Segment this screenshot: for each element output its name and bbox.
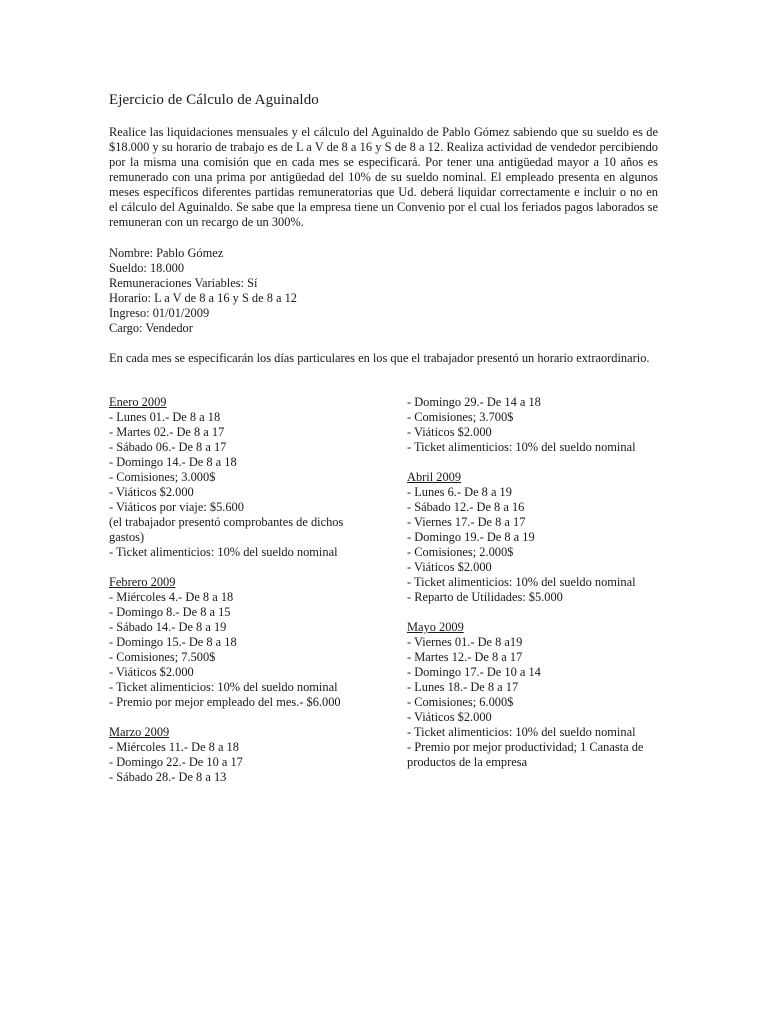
list-item: - Martes 12.- De 8 a 17 (407, 650, 523, 664)
month-title-abril: Abril 2009 (407, 470, 462, 484)
info-cargo: Cargo: Vendedor (109, 321, 193, 335)
document-title: Ejercicio de Cálculo de Aguinaldo (109, 92, 319, 108)
list-item: - Ticket alimenticios: 10% del sueldo nominal (407, 575, 636, 589)
month-marzo (109, 725, 371, 785)
list-item: - Comisiones; 6.000$ (407, 695, 514, 709)
list-item: - Ticket alimenticios: 10% del sueldo nominal (109, 680, 338, 694)
list-item: - Viáticos $2.000 (109, 665, 194, 679)
info-remuneraciones: Remuneraciones Variables: Sí (109, 276, 258, 290)
list-item: - Miércoles 11.- De 8 a 18 (109, 740, 239, 754)
list-item: (el trabajador presentó comprobantes de dichos gastos) (109, 515, 344, 544)
left-column (109, 395, 371, 800)
info-sueldo: Sueldo: 18.000 (109, 261, 185, 275)
month-abril (407, 470, 663, 605)
list-item: - Domingo 19.- De 8 a 19 (407, 530, 535, 544)
info-ingreso: Ingreso: 01/01/2009 (109, 306, 210, 320)
list-item: - Lunes 6.- De 8 a 19 (407, 485, 512, 499)
month-title-enero: Enero 2009 (109, 395, 167, 409)
month-febrero (109, 575, 371, 710)
list-item: - Domingo 17.- De 10 a 14 (407, 665, 541, 679)
note-paragraph: En cada mes se especificarán los días particulares en los que el trabajador presentó un horario extraordinario. (109, 351, 650, 365)
list-item: - Domingo 29.- De 14 a 18 (407, 395, 541, 409)
list-item: - Sábado 12.- De 8 a 16 (407, 500, 525, 514)
intro-paragraph: Realice las liquidaciones mensuales y el cálculo del Aguinaldo de Pablo Gómez sabiendo que su sueldo es de $18.000 y su horario de trabajo es de L a V de 8 a 16 y S de 8 a 12. Realiza actividad de vendedor percibiendo por la misma una comisión que en cada mes se especificará. Por tener una antigüedad mayor a 10 años es remunerado con una prima por antigüedad del 10% de su sueldo nominal. El empleado presenta en algunos meses específicos diferentes partidas remuneratorias que Ud. deberá liquidar correctamente e incluir o no en el cálculo del Aguinaldo. Se sabe que la empresa tiene un Convenio por el cual los feriados pagos laborados se remuneran con un recargo de un 300%. (109, 125, 658, 229)
list-item: - Lunes 18.- De 8 a 17 (407, 680, 519, 694)
list-item: - Comisiones; 7.500$ (109, 650, 216, 664)
list-item: - Comisiones; 3.700$ (407, 410, 514, 424)
list-item: - Sábado 14.- De 8 a 19 (109, 620, 227, 634)
month-enero (109, 395, 371, 560)
list-item: - Ticket alimenticios: 10% del sueldo nominal (407, 440, 636, 454)
month-marzo-continued (407, 395, 663, 455)
month-title-mayo: Mayo 2009 (407, 620, 464, 634)
list-item: - Viáticos por viaje: $5.600 (109, 500, 244, 514)
list-item: - Viáticos $2.000 (407, 560, 492, 574)
list-item: - Reparto de Utilidades: $5.000 (407, 590, 563, 604)
list-item: - Lunes 01.- De 8 a 18 (109, 410, 221, 424)
list-item: - Ticket alimenticios: 10% del sueldo nominal (109, 545, 338, 559)
month-title-febrero: Febrero 2009 (109, 575, 176, 589)
list-item: - Viernes 17.- De 8 a 17 (407, 515, 526, 529)
right-column (407, 395, 663, 785)
list-item: - Domingo 15.- De 8 a 18 (109, 635, 237, 649)
list-item: - Comisiones; 2.000$ (407, 545, 514, 559)
list-item: - Comisiones; 3.000$ (109, 470, 216, 484)
list-item: - Sábado 06.- De 8 a 17 (109, 440, 227, 454)
list-item: - Viáticos $2.000 (109, 485, 194, 499)
info-nombre: Nombre: Pablo Gómez (109, 246, 224, 260)
list-item: - Domingo 8.- De 8 a 15 (109, 605, 231, 619)
list-item: - Sábado 28.- De 8 a 13 (109, 770, 227, 784)
list-item: - Viáticos $2.000 (407, 425, 492, 439)
list-item: - Domingo 14.- De 8 a 18 (109, 455, 237, 469)
info-horario: Horario: L a V de 8 a 16 y S de 8 a 12 (109, 291, 298, 305)
list-item: - Miércoles 4.- De 8 a 18 (109, 590, 234, 604)
employee-info (109, 246, 297, 336)
month-mayo (407, 620, 663, 770)
list-item: - Ticket alimenticios: 10% del sueldo nominal (407, 725, 636, 739)
list-item: - Viáticos $2.000 (407, 710, 492, 724)
list-item: - Viernes 01.- De 8 a19 (407, 635, 523, 649)
list-item: - Premio por mejor productividad; 1 Canasta de productos de la empresa (407, 740, 644, 769)
month-title-marzo: Marzo 2009 (109, 725, 170, 739)
list-item: - Martes 02.- De 8 a 17 (109, 425, 225, 439)
list-item: - Premio por mejor empleado del mes.- $6.000 (109, 695, 341, 709)
list-item: - Domingo 22.- De 10 a 17 (109, 755, 243, 769)
